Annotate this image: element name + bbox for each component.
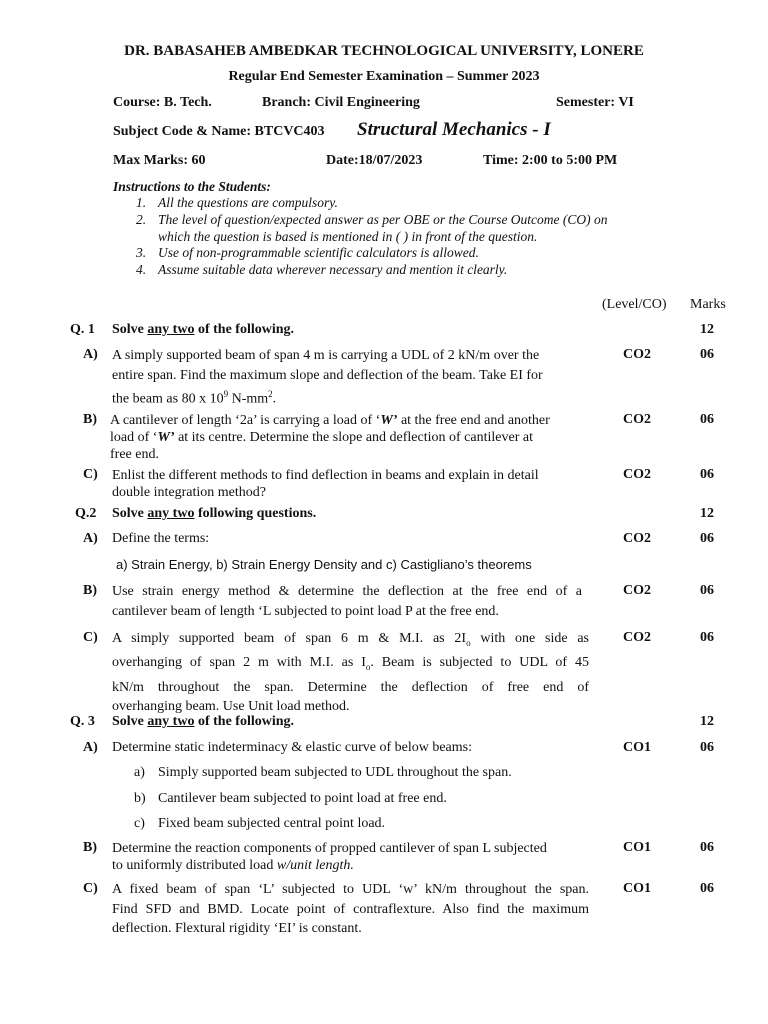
q1b-marks: 06 (700, 412, 714, 427)
q3-heading: Solve any two of the following. (112, 714, 295, 729)
q2a-marks: 06 (700, 531, 714, 546)
q1-heading: Solve any two of the following. (112, 322, 295, 337)
q3a-co: CO1 (623, 740, 651, 755)
q2a-subitems: a) Strain Energy, b) Strain Energy Density and c) Castigliano’s theorems (116, 557, 532, 572)
q3b-co: CO1 (623, 840, 651, 855)
exam-title: Regular End Semester Examination – Summer 2023 (228, 69, 540, 84)
q1a-marks: 06 (700, 347, 714, 362)
q2c-marks: 06 (700, 630, 714, 645)
q3b-text: Determine the reaction components of propped cantilever of span L subjected to uniformly distributed load w/unit length. (112, 841, 547, 873)
q2c-text: A simply supported beam of span 6 m & M.I. as $2I_o$ with one side as overhanging of span 2 m with M.I. as $I_o$. Beam is subjected to UDL of 45 kN/m throughout the span. Determine the deflection of free end of overhanging beam. Use Unit load method. (112, 631, 589, 715)
q3-number: Q. 3 (70, 714, 95, 729)
q2a-text: Define the terms: (112, 531, 210, 546)
q1c-text: Enlist the different methods to find deflection in beams and explain in detail double integration method? (112, 468, 539, 500)
q1a-text: A simply supported beam of span 4 m is carrying a UDL of 2 kN/m over the entire span. Find the maximum slope and deflection of the beam. Take EI for the beam as 80 x $10^9$ $N-mm^2$. (112, 348, 543, 407)
subject-name: Structural Mechanics - I (357, 119, 551, 140)
q1a-co: CO2 (623, 347, 651, 362)
list-item: c) Fixed beam subjected central point load. (134, 816, 386, 831)
q3a-label: A) (83, 740, 98, 755)
q2c-co: CO2 (623, 630, 651, 645)
q2-marks: 12 (700, 506, 714, 521)
q3b-label: B) (83, 840, 97, 855)
marks-header: Marks (690, 297, 726, 312)
q1c-co: CO2 (623, 467, 651, 482)
q3a-marks: 06 (700, 740, 714, 755)
q2b-co: CO2 (623, 583, 651, 598)
q1a-label: A) (83, 347, 98, 362)
q2b-label: B) (83, 583, 97, 598)
q3c-label: C) (83, 881, 98, 896)
subject-code-label: Subject Code & Name: BTCVC403 (113, 124, 325, 139)
q3c-co: CO1 (623, 881, 651, 896)
instruction-item: 2. The level of question/expected answer as per OBE or the Course Outcome (CO) on (136, 211, 608, 227)
course-label: Course: B. Tech. (113, 95, 212, 110)
instruction-item: 1. All the questions are compulsory. (136, 195, 338, 210)
instruction-item: 4. Assume suitable data wherever necessary and mention it clearly. (136, 262, 508, 278)
q2a-co: CO2 (623, 531, 651, 546)
q3a-text: Determine static indeterminacy & elastic curve of below beams: (112, 740, 472, 755)
list-item: b) Cantilever beam subjected to point load at free end. (134, 791, 447, 806)
q1b-co: CO2 (623, 412, 651, 427)
list-item: a) Simply supported beam subjected to UDL throughout the span. (134, 765, 512, 780)
semester-label: Semester: VI (556, 95, 634, 110)
max-marks: Max Marks: 60 (113, 153, 206, 168)
q3c-marks: 06 (700, 881, 714, 896)
exam-date: Date:18/07/2023 (326, 153, 423, 168)
q1-number: Q. 1 (70, 322, 95, 337)
q1c-label: C) (83, 467, 98, 482)
q2a-label: A) (83, 531, 98, 546)
q2-heading: Solve any two following questions. (112, 506, 317, 521)
q3-marks: 12 (700, 714, 714, 729)
branch-label: Branch: Civil Engineering (262, 95, 420, 110)
q2c-label: C) (83, 630, 98, 645)
instruction-item: which the question is based is mentioned in ( ) in front of the question. (158, 228, 538, 244)
instructions-list (136, 195, 608, 279)
q2b-marks: 06 (700, 583, 714, 598)
q1c-marks: 06 (700, 467, 714, 482)
q1-marks: 12 (700, 322, 714, 337)
q2-number: Q.2 (75, 506, 97, 521)
q1b-text: A cantilever of length ‘2a’ is carrying a load of ‘W’ at the free end and another load of ‘W’ at its centre. Determine the slope and deflection of cantilever at free end. (110, 413, 550, 462)
q3c-text: A fixed beam of span ‘L’ subjected to UDL ‘w’ kN/m throughout the span. Find SFD and BMD. Locate point of contraflexture. Also find the maximum deflection. Flextural rigidity ‘EI’ is constant. (112, 882, 589, 936)
q2b-text: Use strain energy method & determine the deflection at the free end of a cantilever beam of length ‘L subjected to point load P at the free end. (112, 584, 582, 619)
exam-time: Time: 2:00 to 5:00 PM (483, 153, 618, 168)
university-title: DR. BABASAHEB AMBEDKAR TECHNOLOGICAL UNIVERSITY, LONERE (124, 43, 644, 59)
q3b-marks: 06 (700, 840, 714, 855)
level-co-header: (Level/CO) (602, 297, 667, 312)
q1b-label: B) (83, 412, 97, 427)
instruction-item: 3. Use of non-programmable scientific calculators is allowed. (136, 245, 479, 261)
instructions-title: Instructions to the Students: (113, 179, 271, 194)
